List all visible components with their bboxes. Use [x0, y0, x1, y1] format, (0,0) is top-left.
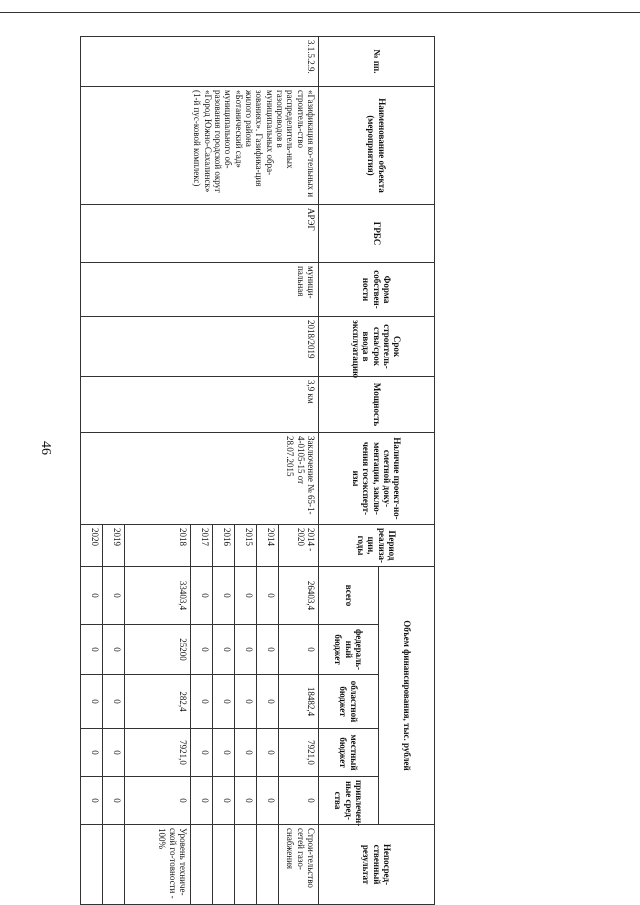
row-total: 0 — [257, 567, 279, 625]
page-number: 46 — [38, 441, 53, 455]
row-period: 2014 - 2020 — [279, 525, 319, 567]
row-federal: 0 — [191, 625, 213, 675]
row-regional: 0 — [191, 675, 213, 729]
header-regional: областной бюджет — [319, 675, 379, 729]
row-regional: 0 — [235, 675, 257, 729]
row-regional: 18482,4 — [279, 675, 319, 729]
funding-table — [80, 36, 435, 905]
project-grbs: АРЭГ — [81, 205, 319, 263]
row-period: 2020 — [81, 525, 103, 567]
row-attracted: 0 — [235, 777, 257, 825]
row-attracted: 0 — [81, 777, 103, 825]
row-total: 0 — [235, 567, 257, 625]
row-result — [213, 825, 235, 905]
project-num: 3.1.5.2.9. — [81, 37, 319, 87]
row-regional: 0 — [103, 675, 125, 729]
row-local: 0 — [191, 729, 213, 777]
header-ownership: Форма собствен-ности — [319, 263, 435, 317]
header-federal: федераль-ный бюджет — [319, 625, 379, 675]
row-federal: 0 — [279, 625, 319, 675]
row-total: 0 — [191, 567, 213, 625]
row-local: 0 — [103, 729, 125, 777]
project-name: «Газификация ко-тельных и строитель-ство распределитель-ных газопроводов в муниципальных обра-зованиях». Газифика-ция жилого района «Ботанический сад» муниципального об-разования городской округ «Город Южно-Сахалинск» (1-й пус-ковой комплекс) — [81, 87, 319, 205]
header-capacity: Мощность — [319, 377, 435, 433]
row-federal: 25200 — [125, 625, 191, 675]
table-row — [279, 37, 319, 905]
row-federal: 0 — [235, 625, 257, 675]
row-attracted: 0 — [279, 777, 319, 825]
row-result — [235, 825, 257, 905]
top-rule — [0, 12, 640, 13]
row-total: 26403,4 — [279, 567, 319, 625]
row-total: 0 — [213, 567, 235, 625]
row-result — [191, 825, 213, 905]
row-attracted: 0 — [103, 777, 125, 825]
row-period: 2016 — [213, 525, 235, 567]
row-period: 2018 — [125, 525, 191, 567]
row-regional: 0 — [257, 675, 279, 729]
row-local: 0 — [213, 729, 235, 777]
row-federal: 0 — [103, 625, 125, 675]
row-attracted: 0 — [125, 777, 191, 825]
project-construction-term: 2018/2019 — [81, 317, 319, 377]
row-result — [103, 825, 125, 905]
row-total: 0 — [103, 567, 125, 625]
row-local: 7921,0 — [279, 729, 319, 777]
row-attracted: 0 — [213, 777, 235, 825]
header-num: № пп. — [319, 37, 435, 87]
row-attracted: 0 — [191, 777, 213, 825]
header-docs: Наличие проект-но-сметной доку-ментации, заклю-чения госэксперт-изы — [319, 433, 435, 525]
project-capacity: 3,9 км — [81, 377, 319, 433]
row-attracted: 0 — [257, 777, 279, 825]
row-local: 0 — [81, 729, 103, 777]
project-ownership: муници-пальная — [81, 263, 319, 317]
row-result: Строи-тельство сетей газо-снабжения — [279, 825, 319, 905]
row-result — [257, 825, 279, 905]
row-period: 2019 — [103, 525, 125, 567]
row-federal: 0 — [257, 625, 279, 675]
row-local: 7921,0 — [125, 729, 191, 777]
row-period: 2017 — [191, 525, 213, 567]
row-result: Уровень техниче-ской го-товности - 100% — [125, 825, 191, 905]
row-regional: 0 — [213, 675, 235, 729]
row-total: 0 — [81, 567, 103, 625]
header-name: Наименование объекта (мероприятия) — [319, 87, 435, 205]
header-period: Период реализа-ции, годы — [319, 525, 435, 567]
header-total: всего — [319, 567, 379, 625]
row-result — [81, 825, 103, 905]
row-local: 0 — [235, 729, 257, 777]
row-federal: 0 — [81, 625, 103, 675]
project-docs: Заключение № 65-1-4-0105-15 от 28.07.2015 — [81, 433, 319, 525]
row-local: 0 — [257, 729, 279, 777]
header-result: Непосред-ственный результат — [319, 825, 435, 905]
row-federal: 0 — [213, 625, 235, 675]
row-total: 33403,4 — [125, 567, 191, 625]
header-grbs: ГРБС — [319, 205, 435, 263]
rotated-table-container — [82, 36, 435, 899]
row-period: 2014 — [257, 525, 279, 567]
header-attracted: привлечен-ные сред-ства — [319, 777, 379, 825]
row-regional: 0 — [81, 675, 103, 729]
header-funding-group: Объем финансирования, тыс. рублей — [379, 567, 435, 825]
header-local: местный бюджет — [319, 729, 379, 777]
row-regional: 282,4 — [125, 675, 191, 729]
header-construction-term: Срок строитель-ства/срок ввода в эксплуатацию — [319, 317, 435, 377]
row-period: 2015 — [235, 525, 257, 567]
